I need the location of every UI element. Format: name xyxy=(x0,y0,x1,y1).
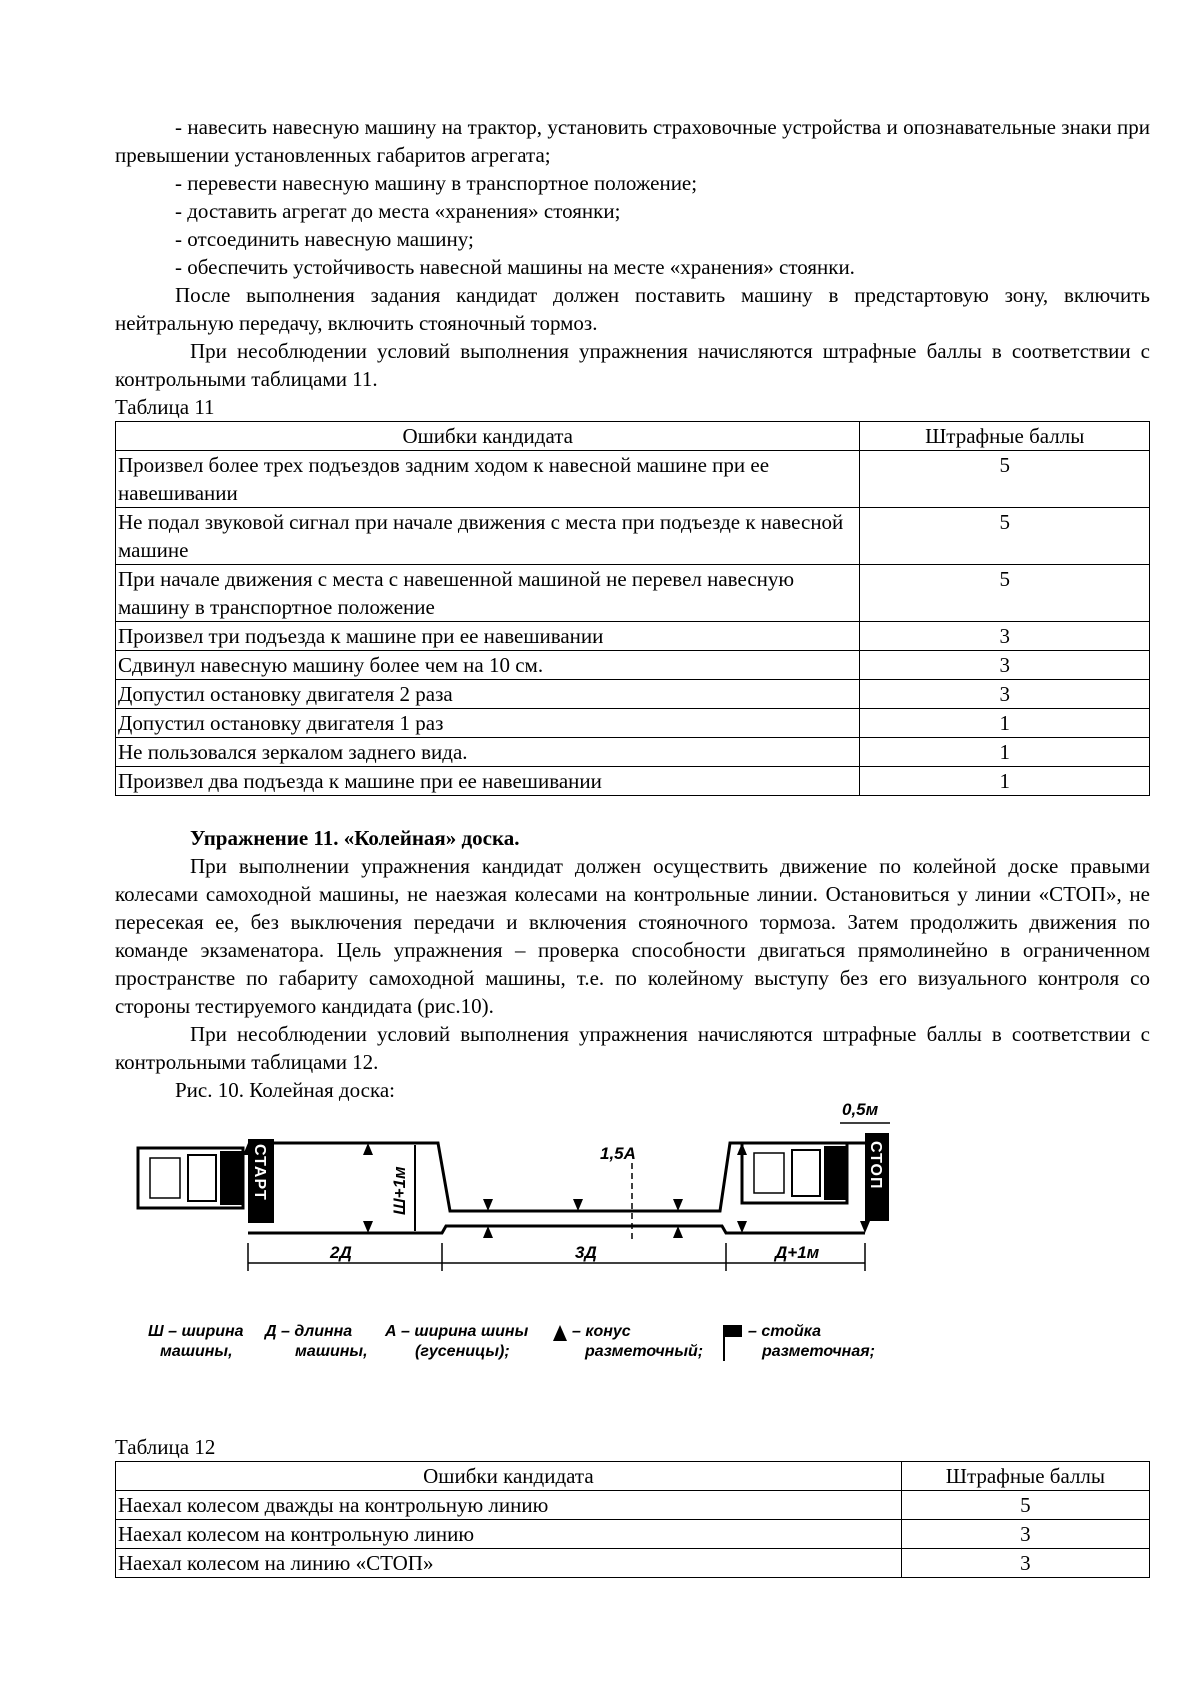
table-row xyxy=(116,738,1150,767)
table12-caption: Таблица 12 xyxy=(115,1435,216,1459)
start-label: СТАРТ xyxy=(251,1144,268,1201)
start-car-icon xyxy=(138,1148,243,1208)
table-row xyxy=(116,709,1150,738)
paragraph: - доставить агрегат до места «хранения» стоянки; xyxy=(175,199,621,223)
gap-dimension-label: 0,5м xyxy=(842,1103,879,1119)
table-header-row xyxy=(116,1462,1150,1491)
legend-cone-line2: разметочный; xyxy=(585,1343,704,1360)
legend-sh-line1: Ш – ширина xyxy=(148,1323,244,1340)
post-legend-icon xyxy=(724,1325,742,1337)
table-12 xyxy=(115,1461,1150,1578)
table-header-row xyxy=(116,422,1150,451)
legend-a-line1: А – ширина шины xyxy=(385,1323,529,1340)
figure-caption: Рис. 10. Колейная доска: xyxy=(175,1078,395,1102)
column-header: Ошибки кандидата xyxy=(116,1462,902,1491)
table-row xyxy=(116,1549,1150,1578)
legend-post-line1: – стойка xyxy=(748,1323,822,1340)
table-11 xyxy=(115,421,1150,796)
paragraph: После выполнения задания кандидат должен поставить машину в предстартовую зону, включить нейтральную передачу, включить стояночный тормоз. xyxy=(115,283,1150,335)
points-cell: 3 xyxy=(860,622,1150,651)
error-cell: Допустил остановку двигателя 1 раз xyxy=(116,709,860,738)
points-cell: 3 xyxy=(901,1520,1149,1549)
width-dimension-label: Ш+1м xyxy=(390,1166,409,1215)
error-cell: Наехал колесом дважды на контрольную линию xyxy=(116,1491,902,1520)
exercise-title: Упражнение 11. «Колейная» доска. xyxy=(190,826,520,850)
table-row xyxy=(116,622,1150,651)
stop-label: СТОП xyxy=(867,1141,884,1190)
points-cell: 1 xyxy=(860,738,1150,767)
paragraph: При выполнении упражнения кандидат должен осуществить движение по колейной доске правыми колесами самоходной машины, не наезжая колесами на контрольные линии. Остановиться у линии «СТОП», не пересекая ее, без выключения передачи и включения стояночного тормоза. Затем продолжить движения по команде экзаменатора. Цель упражнения – проверка способности двигаться прямолинейно в ограниченном пространстве по габариту самоходной машины, т.е. по колейному выступу без его визуального контроля со стороны тестируемого кандидата (рис.10). xyxy=(115,854,1150,1018)
table-row xyxy=(116,651,1150,680)
legend-d-line2: машины, xyxy=(295,1343,368,1360)
points-cell: 3 xyxy=(860,651,1150,680)
error-cell: Не пользовался зеркалом заднего вида. xyxy=(116,738,860,767)
paragraph: - отсоединить навесную машину; xyxy=(175,227,474,251)
points-cell: 1 xyxy=(860,767,1150,796)
paragraph: При несоблюдении условий выполнения упражнения начисляются штрафные баллы в соответствии с контрольными таблицами 11. xyxy=(115,339,1150,391)
paragraph: - обеспечить устойчивость навесной машины на месте «хранения» стоянки. xyxy=(175,255,855,279)
column-header: Ошибки кандидата xyxy=(116,422,860,451)
table11-caption: Таблица 11 xyxy=(115,395,215,419)
table-row xyxy=(116,767,1150,796)
error-cell: При начале движения с места с навешенной машиной не перевел навесную машину в транспортное положение xyxy=(116,565,860,622)
error-cell: Произвел более трех подъездов задним ходом к навесной машине при ее навешивании xyxy=(116,451,860,508)
column-header: Штрафные баллы xyxy=(860,422,1150,451)
error-cell: Произвел три подъезда к машине при ее навешивании xyxy=(116,622,860,651)
error-cell: Не подал звуковой сигнал при начале движения с места при подъезде к навесной машине xyxy=(116,508,860,565)
error-cell: Допустил остановку двигателя 2 раза xyxy=(116,680,860,709)
points-cell: 5 xyxy=(860,451,1150,508)
legend-d-line1: Д – длинна xyxy=(265,1323,353,1340)
table-row xyxy=(116,565,1150,622)
dimension-2d-label: 2Д xyxy=(330,1243,352,1262)
points-cell: 3 xyxy=(901,1549,1149,1578)
points-cell: 5 xyxy=(901,1491,1149,1520)
error-cell: Сдвинул навесную машину более чем на 10 см. xyxy=(116,651,860,680)
paragraph: При несоблюдении условий выполнения упражнения начисляются штрафные баллы в соответствии с контрольными таблицами 12. xyxy=(115,1022,1150,1074)
legend-sh-line2: машины, xyxy=(160,1343,233,1360)
track-board-diagram xyxy=(130,1103,1130,1423)
dimension-d1-label: Д+1м xyxy=(775,1243,820,1262)
legend-cone-line1: – конус xyxy=(572,1323,631,1340)
lower-boundary-line xyxy=(248,1226,865,1233)
points-cell: 3 xyxy=(860,680,1150,709)
points-cell: 1 xyxy=(860,709,1150,738)
points-cell: 5 xyxy=(860,565,1150,622)
error-cell: Произвел два подъезда к машине при ее навешивании xyxy=(116,767,860,796)
top-text-block xyxy=(115,113,1150,1104)
tire-dimension-label: 1,5А xyxy=(600,1144,636,1163)
table-row xyxy=(116,508,1150,565)
stop-car-icon xyxy=(742,1143,847,1203)
legend-post-line2: разметочная; xyxy=(762,1343,875,1360)
dimension-3d-label: 3Д xyxy=(575,1243,597,1262)
table-row xyxy=(116,1491,1150,1520)
table-row xyxy=(116,680,1150,709)
legend-a-line2: (гусеницы); xyxy=(415,1343,510,1360)
error-cell: Наехал колесом на контрольную линию xyxy=(116,1520,902,1549)
paragraph: - навесить навесную машину на трактор, установить страховочные устройства и опознавательные знаки при превышении установленных габаритов агрегата; xyxy=(115,115,1150,167)
table-row xyxy=(116,1520,1150,1549)
table-row xyxy=(116,451,1150,508)
column-header: Штрафные баллы xyxy=(901,1462,1149,1491)
cone-legend-icon xyxy=(553,1325,567,1341)
paragraph: - перевести навесную машину в транспортное положение; xyxy=(175,171,698,195)
table12-block xyxy=(115,1433,1150,1578)
points-cell: 5 xyxy=(860,508,1150,565)
error-cell: Наехал колесом на линию «СТОП» xyxy=(116,1549,902,1578)
